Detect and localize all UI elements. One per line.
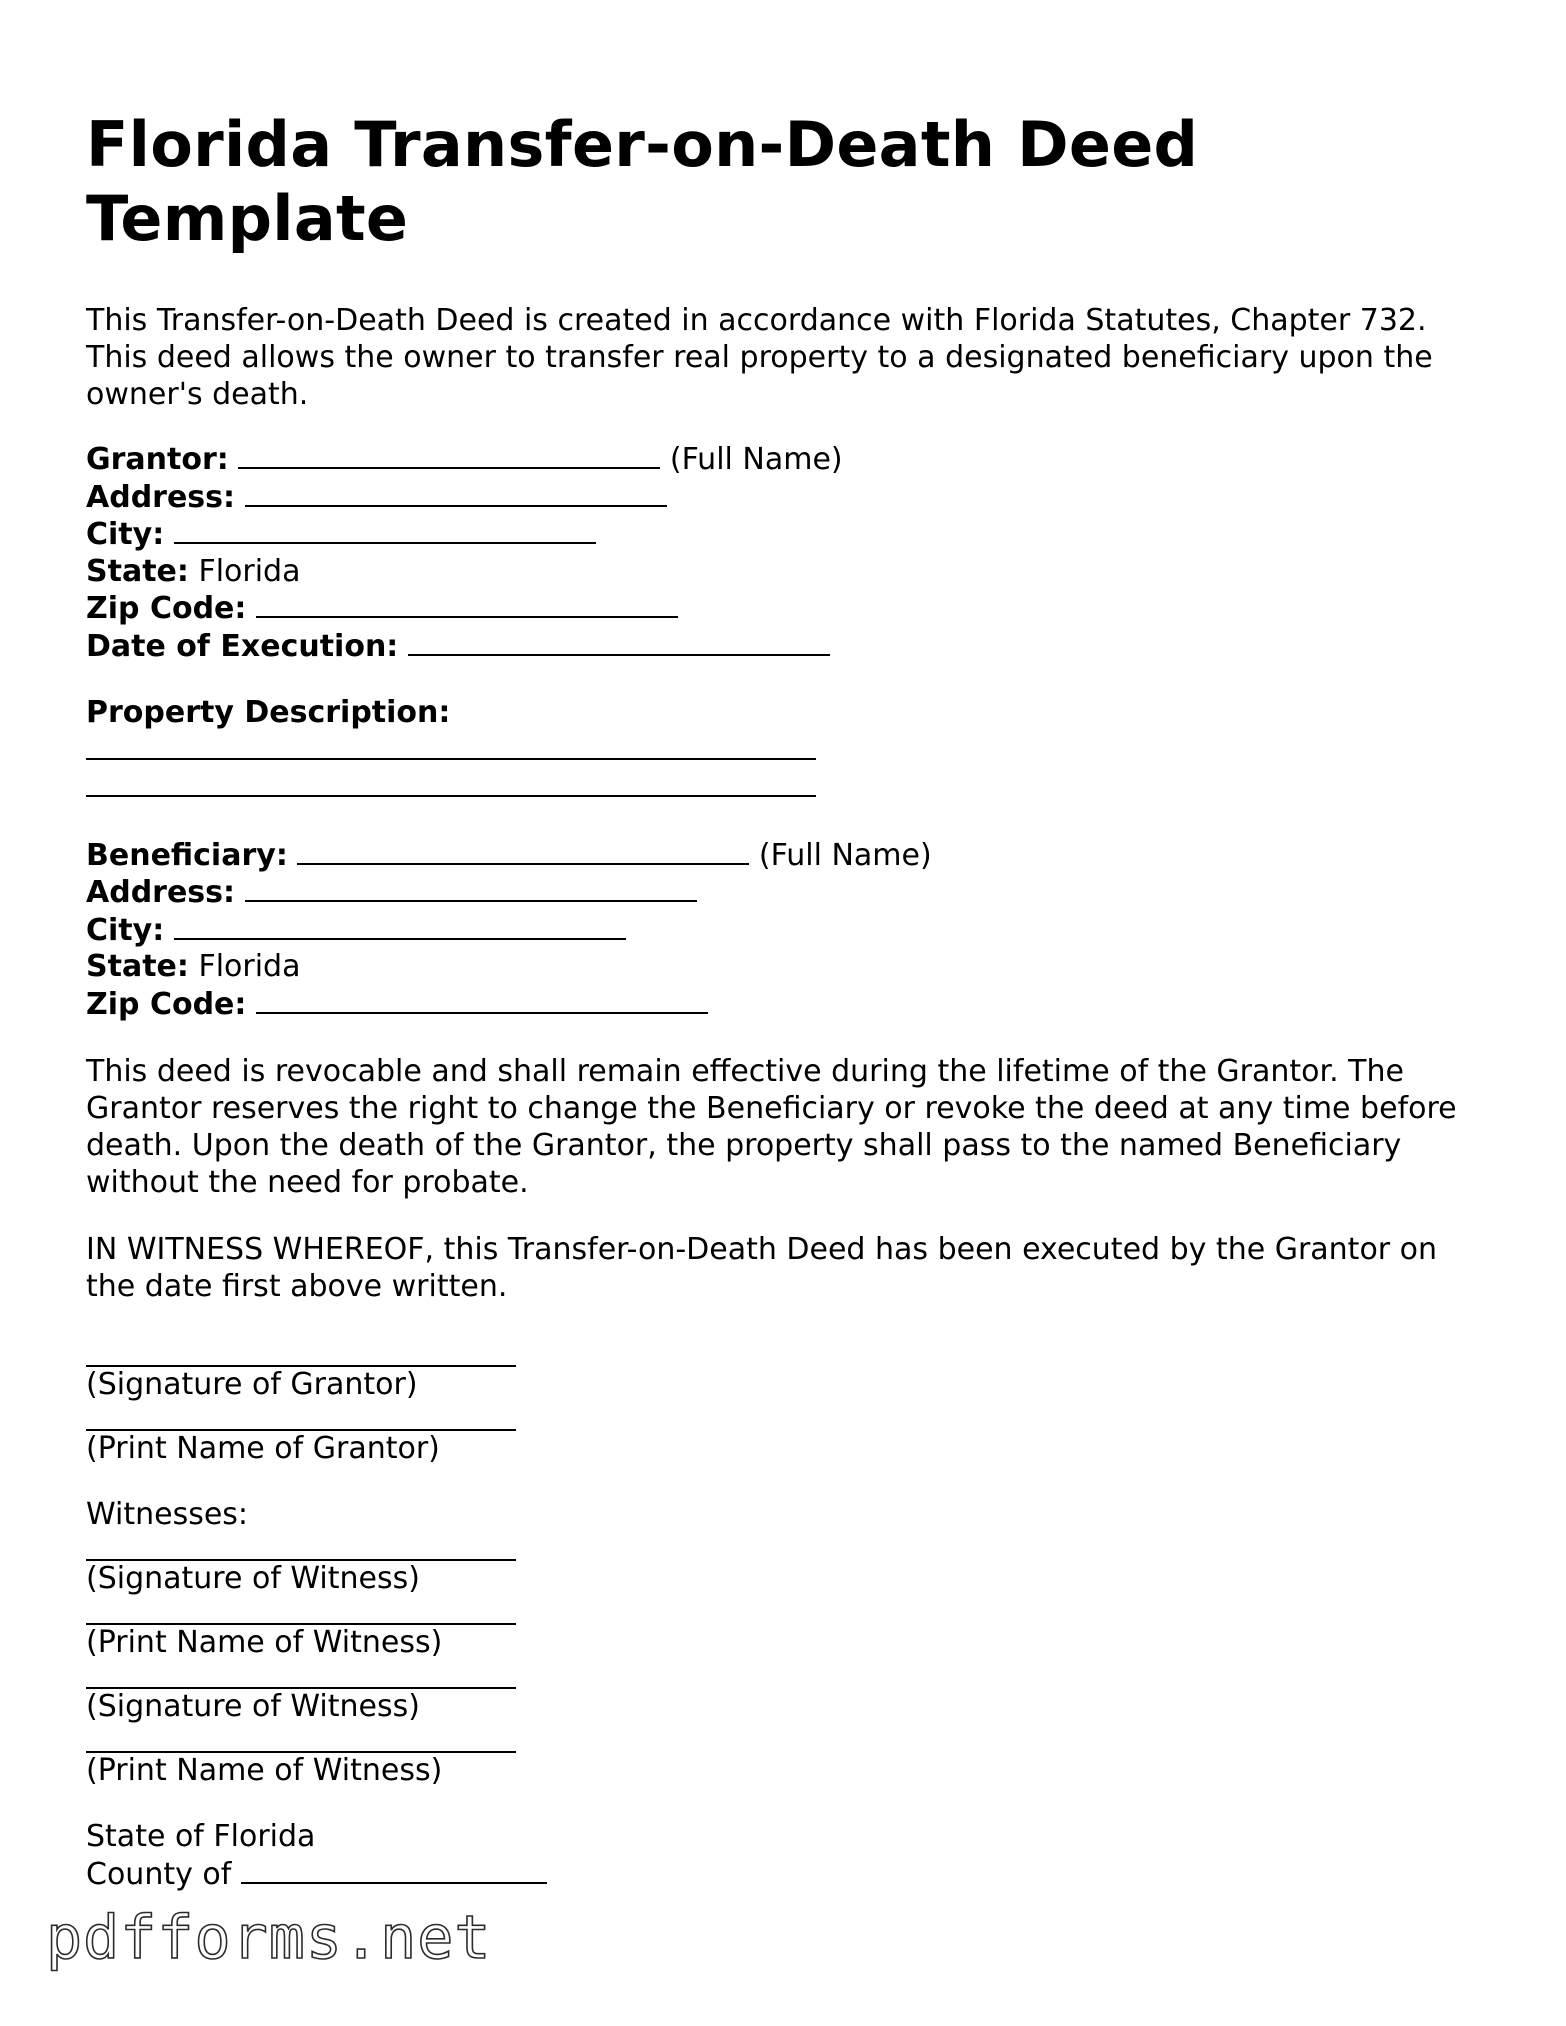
witnesses-label: Witnesses:: [86, 1497, 249, 1532]
grantor-print-name-label: (Print Name of Grantor): [86, 1431, 440, 1466]
beneficiary-city-row: [86, 912, 1486, 950]
beneficiary-zip-field[interactable]: [256, 986, 708, 1014]
property-description-line-1: [86, 732, 1486, 770]
document-page: [86, 108, 1486, 1893]
grantor-state-label: State:: [86, 553, 189, 589]
date-of-execution-row: [86, 628, 1486, 666]
grantor-print-name-line[interactable]: [86, 1399, 516, 1431]
date-of-execution-label: Date of Execution:: [86, 628, 399, 664]
witness-whereof-paragraph: IN WITNESS WHEREOF, this Transfer-on-Death Deed has been executed by the Grantor on the date first above written.: [86, 1232, 1438, 1304]
beneficiary-address-field[interactable]: [245, 874, 697, 902]
grantor-zip-label: Zip Code:: [86, 591, 247, 626]
grantor-zip-field[interactable]: [256, 590, 678, 618]
witness2-signature-label: (Signature of Witness): [86, 1689, 420, 1724]
grantor-address-row: [86, 479, 1486, 517]
witness2-print-name-line[interactable]: [86, 1721, 516, 1753]
witness1-signature-line[interactable]: [86, 1529, 516, 1561]
grantor-zip-row: [86, 590, 1486, 628]
property-description-line-2: [86, 769, 1486, 807]
witness2-signature-line[interactable]: [86, 1657, 516, 1689]
grantor-state-value: Florida: [198, 553, 301, 589]
property-section: [86, 695, 1486, 807]
beneficiary-zip-row: [86, 986, 1486, 1024]
grantor-signature-label: (Signature of Grantor): [86, 1367, 418, 1402]
notary-county-field[interactable]: [241, 1856, 547, 1884]
grantor-section: [86, 441, 1486, 665]
property-description-field-2[interactable]: [86, 769, 816, 797]
beneficiary-city-label: City:: [86, 912, 165, 948]
beneficiary-state-value: Florida: [198, 949, 301, 984]
property-description-label: Property Description:: [86, 695, 451, 730]
beneficiary-label: Beneficiary:: [86, 837, 288, 873]
beneficiary-name-field[interactable]: [297, 837, 749, 865]
property-description-field-1[interactable]: [86, 732, 816, 760]
beneficiary-full-name-note: (Full Name): [758, 837, 932, 873]
witness2-print-name-label: (Print Name of Witness): [86, 1753, 443, 1788]
grantor-row: [86, 441, 1486, 479]
witness1-print-name-line[interactable]: [86, 1593, 516, 1625]
date-of-execution-field[interactable]: [408, 628, 830, 656]
grantor-full-name-note: (Full Name): [669, 442, 843, 477]
witness1-print-name-label: (Print Name of Witness): [86, 1625, 443, 1660]
beneficiary-address-label: Address:: [86, 875, 236, 910]
notary-county-row: [86, 1856, 1486, 1894]
beneficiary-row: [86, 837, 1486, 875]
beneficiary-zip-label: Zip Code:: [86, 986, 247, 1022]
grantor-city-field[interactable]: [174, 516, 596, 544]
grantor-signature-line[interactable]: [86, 1335, 516, 1367]
beneficiary-section: [86, 837, 1486, 1024]
beneficiary-address-row: [86, 874, 1486, 912]
witness1-signature-label: (Signature of Witness): [86, 1561, 420, 1596]
grantor-label: Grantor:: [86, 442, 229, 477]
grantor-address-label: Address:: [86, 479, 236, 515]
grantor-name-field[interactable]: [238, 441, 660, 469]
revocable-paragraph: This deed is revocable and shall remain effective during the lifetime of the Grantor. The Grantor reserves the right to change the Beneficiary or revoke the deed at any time before death. Upon the death of the Grantor, the property shall pass to the named Beneficiary without the need for probate.: [86, 1054, 1457, 1200]
intro-paragraph: This Transfer-on-Death Deed is created in accordance with Florida Statutes, Chapter 732. This deed allows the owner to transfer real property to a designated beneficiary upon the owner's death.: [86, 303, 1433, 412]
beneficiary-city-field[interactable]: [174, 912, 626, 940]
page-title: Florida Transfer-on-Death Deed Template: [86, 108, 1199, 255]
notary-county-label: County of: [86, 1856, 232, 1892]
notary-state-line: State of Florida: [86, 1819, 316, 1854]
notary-section: [86, 1819, 1486, 1893]
grantor-city-row: [86, 516, 1486, 554]
beneficiary-state-row: [86, 949, 1486, 986]
watermark-logo: pdfforms.net: [46, 1903, 492, 1973]
grantor-state-row: [86, 554, 1486, 591]
grantor-address-field[interactable]: [245, 479, 667, 507]
grantor-city-label: City:: [86, 517, 165, 552]
signature-section: [86, 1335, 1486, 1789]
beneficiary-state-label: State:: [86, 949, 189, 984]
